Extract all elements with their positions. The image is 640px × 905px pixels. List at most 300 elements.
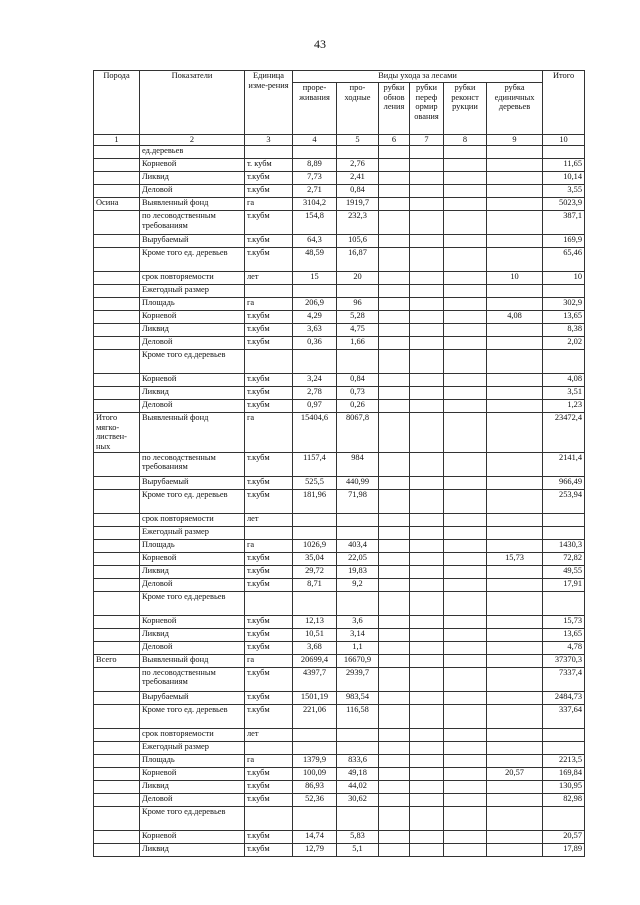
column-number: 6 — [379, 135, 410, 146]
renewal-value — [379, 248, 410, 272]
total-value: 8,38 — [543, 324, 585, 337]
reconstruction-value — [444, 311, 487, 324]
passing-value — [337, 146, 379, 159]
passing-value: 232,3 — [337, 211, 379, 235]
total-value: 82,98 — [543, 793, 585, 806]
reconstruction-value — [444, 400, 487, 413]
reform-value — [410, 324, 444, 337]
renewal-value — [379, 298, 410, 311]
table-row — [94, 272, 585, 285]
table-row — [94, 767, 585, 780]
reform-value — [410, 146, 444, 159]
passing-value: 1,1 — [337, 641, 379, 654]
reform-value — [410, 565, 444, 578]
single-trees-value — [487, 615, 543, 628]
table-row — [94, 539, 585, 552]
reconstruction-value — [444, 843, 487, 856]
indicator-cell: Ежегодный размер — [140, 526, 245, 539]
single-trees-value — [487, 667, 543, 691]
passing-value: 22,05 — [337, 552, 379, 565]
table-row — [94, 513, 585, 526]
passing-value: 5,83 — [337, 830, 379, 843]
renewal-value — [379, 337, 410, 350]
reform-value — [410, 754, 444, 767]
table-row — [94, 552, 585, 565]
passing-value: 19,83 — [337, 565, 379, 578]
table-row — [94, 159, 585, 172]
indicator-cell: Корневой — [140, 311, 245, 324]
reconstruction-value — [444, 741, 487, 754]
unit-cell: т.кубм — [245, 476, 293, 489]
reconstruction-value — [444, 211, 487, 235]
reconstruction-value — [444, 641, 487, 654]
total-value — [543, 591, 585, 615]
unit-cell: т.кубм — [245, 374, 293, 387]
table-row — [94, 754, 585, 767]
unit-cell — [245, 350, 293, 374]
thinning-value — [293, 806, 337, 830]
column-number: 4 — [293, 135, 337, 146]
indicator-cell: Ликвид — [140, 843, 245, 856]
reform-value — [410, 198, 444, 211]
renewal-value — [379, 539, 410, 552]
reform-value — [410, 667, 444, 691]
reform-value — [410, 552, 444, 565]
passing-value: 984 — [337, 452, 379, 476]
renewal-value — [379, 591, 410, 615]
table-row — [94, 641, 585, 654]
renewal-value — [379, 324, 410, 337]
unit-cell: т.кубм — [245, 691, 293, 704]
header-reform: рубки переф ормир ования — [410, 83, 444, 135]
passing-value: 16,87 — [337, 248, 379, 272]
total-value: 49,55 — [543, 565, 585, 578]
single-trees-value — [487, 159, 543, 172]
reform-value — [410, 780, 444, 793]
table-row — [94, 628, 585, 641]
table-row — [94, 615, 585, 628]
passing-value — [337, 741, 379, 754]
passing-value: 3,14 — [337, 628, 379, 641]
total-value: 387,1 — [543, 211, 585, 235]
total-value: 169,9 — [543, 235, 585, 248]
column-number: 1 — [94, 135, 140, 146]
passing-value: 96 — [337, 298, 379, 311]
reform-value — [410, 591, 444, 615]
single-trees-value — [487, 691, 543, 704]
breed-cell — [94, 641, 140, 654]
indicator-cell: Ликвид — [140, 780, 245, 793]
passing-value: 403,4 — [337, 539, 379, 552]
single-trees-value — [487, 728, 543, 741]
renewal-value — [379, 806, 410, 830]
total-value: 169,84 — [543, 767, 585, 780]
thinning-value: 86,93 — [293, 780, 337, 793]
indicator-cell: Деловой — [140, 793, 245, 806]
unit-cell: т.кубм — [245, 578, 293, 591]
reconstruction-value — [444, 452, 487, 476]
total-value: 7337,4 — [543, 667, 585, 691]
table-row — [94, 400, 585, 413]
reconstruction-value — [444, 350, 487, 374]
renewal-value — [379, 350, 410, 374]
thinning-value: 221,06 — [293, 704, 337, 728]
header-renewal: рубки обнов ления — [379, 83, 410, 135]
reconstruction-value — [444, 185, 487, 198]
indicator-cell: Кроме того ед. деревьев — [140, 489, 245, 513]
indicator-cell: Ликвид — [140, 565, 245, 578]
unit-cell: т.кубм — [245, 641, 293, 654]
table-row — [94, 780, 585, 793]
renewal-value — [379, 159, 410, 172]
total-value — [543, 146, 585, 159]
total-value: 4,08 — [543, 374, 585, 387]
breed-cell — [94, 615, 140, 628]
table-row — [94, 387, 585, 400]
column-number: 3 — [245, 135, 293, 146]
passing-value: 983,54 — [337, 691, 379, 704]
unit-cell — [245, 285, 293, 298]
total-value: 11,65 — [543, 159, 585, 172]
table-row — [94, 172, 585, 185]
unit-cell: т.кубм — [245, 311, 293, 324]
breed-cell — [94, 806, 140, 830]
reform-value — [410, 539, 444, 552]
indicator-cell: Кроме того ед.деревьев — [140, 350, 245, 374]
single-trees-value — [487, 337, 543, 350]
total-value: 253,94 — [543, 489, 585, 513]
column-number: 9 — [487, 135, 543, 146]
single-trees-value — [487, 539, 543, 552]
header-thinning: проре-живания — [293, 83, 337, 135]
total-value: 966,49 — [543, 476, 585, 489]
renewal-value — [379, 830, 410, 843]
single-trees-value: 4,08 — [487, 311, 543, 324]
thinning-value: 1379,9 — [293, 754, 337, 767]
total-value: 2141,4 — [543, 452, 585, 476]
table-row — [94, 578, 585, 591]
passing-value: 3,6 — [337, 615, 379, 628]
unit-cell: т.кубм — [245, 552, 293, 565]
thinning-value — [293, 591, 337, 615]
thinning-value: 0,97 — [293, 400, 337, 413]
reconstruction-value — [444, 667, 487, 691]
single-trees-value — [487, 793, 543, 806]
reform-value — [410, 489, 444, 513]
single-trees-value — [487, 526, 543, 539]
reconstruction-value — [444, 578, 487, 591]
thinning-value: 20699,4 — [293, 654, 337, 667]
breed-cell — [94, 741, 140, 754]
renewal-value — [379, 641, 410, 654]
passing-value — [337, 285, 379, 298]
thinning-value — [293, 285, 337, 298]
reconstruction-value — [444, 565, 487, 578]
single-trees-value — [487, 452, 543, 476]
thinning-value: 206,9 — [293, 298, 337, 311]
breed-cell — [94, 513, 140, 526]
unit-cell: га — [245, 539, 293, 552]
total-value: 17,89 — [543, 843, 585, 856]
passing-value: 44,02 — [337, 780, 379, 793]
thinning-value: 2,78 — [293, 387, 337, 400]
indicator-cell: Корневой — [140, 615, 245, 628]
breed-cell — [94, 211, 140, 235]
breed-cell — [94, 248, 140, 272]
total-value: 1430,3 — [543, 539, 585, 552]
thinning-value: 3,24 — [293, 374, 337, 387]
indicator-cell: Ежегодный размер — [140, 741, 245, 754]
thinning-value: 154,8 — [293, 211, 337, 235]
table-row — [94, 654, 585, 667]
total-value: 37370,3 — [543, 654, 585, 667]
table-row — [94, 728, 585, 741]
unit-cell: т.кубм — [245, 452, 293, 476]
passing-value: 440,99 — [337, 476, 379, 489]
thinning-value: 525,5 — [293, 476, 337, 489]
reform-value — [410, 741, 444, 754]
indicator-cell: Выявленный фонд — [140, 654, 245, 667]
indicator-cell: по лесоводственным требованиям — [140, 667, 245, 691]
reform-value — [410, 691, 444, 704]
thinning-value — [293, 526, 337, 539]
indicator-cell: Деловой — [140, 400, 245, 413]
single-trees-value — [487, 146, 543, 159]
reform-value — [410, 248, 444, 272]
reform-value — [410, 830, 444, 843]
breed-cell — [94, 767, 140, 780]
breed-cell — [94, 591, 140, 615]
table-row — [94, 476, 585, 489]
breed-cell: Осина — [94, 198, 140, 211]
renewal-value — [379, 565, 410, 578]
reconstruction-value — [444, 272, 487, 285]
thinning-value: 0,36 — [293, 337, 337, 350]
breed-cell — [94, 843, 140, 856]
reform-value — [410, 728, 444, 741]
indicator-cell: Корневой — [140, 767, 245, 780]
header-total: Итого — [543, 71, 585, 135]
unit-cell: т.кубм — [245, 628, 293, 641]
thinning-value: 4,29 — [293, 311, 337, 324]
unit-cell: т.кубм — [245, 324, 293, 337]
reconstruction-value — [444, 146, 487, 159]
table-row — [94, 413, 585, 453]
passing-value — [337, 526, 379, 539]
single-trees-value — [487, 806, 543, 830]
indicator-cell: Деловой — [140, 578, 245, 591]
table-row — [94, 324, 585, 337]
thinning-value — [293, 728, 337, 741]
passing-value — [337, 728, 379, 741]
thinning-value: 3104,2 — [293, 198, 337, 211]
single-trees-value — [487, 578, 543, 591]
indicator-cell: Вырубаемый — [140, 235, 245, 248]
renewal-value — [379, 198, 410, 211]
reconstruction-value — [444, 754, 487, 767]
single-trees-value — [487, 591, 543, 615]
table-row — [94, 235, 585, 248]
single-trees-value: 15,73 — [487, 552, 543, 565]
indicator-cell: Ликвид — [140, 172, 245, 185]
reconstruction-value — [444, 374, 487, 387]
reconstruction-value — [444, 830, 487, 843]
passing-value: 2,41 — [337, 172, 379, 185]
single-trees-value — [487, 324, 543, 337]
reform-value — [410, 272, 444, 285]
total-value — [543, 741, 585, 754]
table-row — [94, 311, 585, 324]
renewal-value — [379, 780, 410, 793]
passing-value: 1919,7 — [337, 198, 379, 211]
renewal-value — [379, 285, 410, 298]
renewal-value — [379, 704, 410, 728]
breed-cell — [94, 172, 140, 185]
reconstruction-value — [444, 628, 487, 641]
indicator-cell: Деловой — [140, 337, 245, 350]
table-row — [94, 248, 585, 272]
reconstruction-value — [444, 476, 487, 489]
reconstruction-value — [444, 159, 487, 172]
unit-cell: т.кубм — [245, 235, 293, 248]
passing-value: 833,6 — [337, 754, 379, 767]
thinning-value: 29,72 — [293, 565, 337, 578]
renewal-value — [379, 728, 410, 741]
table-row — [94, 185, 585, 198]
breed-cell — [94, 704, 140, 728]
breed-cell — [94, 489, 140, 513]
single-trees-value — [487, 489, 543, 513]
passing-value: 0,26 — [337, 400, 379, 413]
indicator-cell: Кроме того ед.деревьев — [140, 591, 245, 615]
passing-value: 116,58 — [337, 704, 379, 728]
renewal-value — [379, 374, 410, 387]
thinning-value: 15404,6 — [293, 413, 337, 453]
renewal-value — [379, 767, 410, 780]
table-row — [94, 337, 585, 350]
table-row — [94, 741, 585, 754]
thinning-value: 4397,7 — [293, 667, 337, 691]
table-row — [94, 211, 585, 235]
passing-value — [337, 591, 379, 615]
unit-cell: лет — [245, 728, 293, 741]
single-trees-value: 10 — [487, 272, 543, 285]
thinning-value: 10,51 — [293, 628, 337, 641]
unit-cell: т.кубм — [245, 767, 293, 780]
breed-cell — [94, 235, 140, 248]
single-trees-value — [487, 704, 543, 728]
breed-cell — [94, 793, 140, 806]
single-trees-value — [487, 830, 543, 843]
header-reconstruction: рубки реконст рукции — [444, 83, 487, 135]
single-trees-value — [487, 172, 543, 185]
indicator-cell: Кроме того ед. деревьев — [140, 704, 245, 728]
reform-value — [410, 211, 444, 235]
header-care-types: Виды ухода за лесами — [293, 71, 543, 83]
renewal-value — [379, 211, 410, 235]
indicator-cell: Кроме того ед. деревьев — [140, 248, 245, 272]
indicator-cell: срок повторяемости — [140, 272, 245, 285]
renewal-value — [379, 146, 410, 159]
breed-cell — [94, 667, 140, 691]
single-trees-value — [487, 387, 543, 400]
breed-cell — [94, 628, 140, 641]
passing-value: 105,6 — [337, 235, 379, 248]
unit-cell: т.кубм — [245, 780, 293, 793]
total-value: 3,51 — [543, 387, 585, 400]
reconstruction-value — [444, 552, 487, 565]
indicator-cell: по лесоводственным требованиям — [140, 452, 245, 476]
renewal-value — [379, 691, 410, 704]
passing-value: 0,84 — [337, 185, 379, 198]
breed-cell: Итого мягко-листвен-ных — [94, 413, 140, 453]
renewal-value — [379, 754, 410, 767]
renewal-value — [379, 400, 410, 413]
renewal-value — [379, 741, 410, 754]
thinning-value: 14,74 — [293, 830, 337, 843]
reconstruction-value — [444, 337, 487, 350]
reform-value — [410, 452, 444, 476]
reconstruction-value — [444, 285, 487, 298]
reconstruction-value — [444, 780, 487, 793]
renewal-value — [379, 793, 410, 806]
column-number: 8 — [444, 135, 487, 146]
reform-value — [410, 337, 444, 350]
header-breed: Порода — [94, 71, 140, 135]
reconstruction-value — [444, 198, 487, 211]
indicator-cell: Ликвид — [140, 387, 245, 400]
breed-cell — [94, 324, 140, 337]
thinning-value: 12,79 — [293, 843, 337, 856]
reconstruction-value — [444, 248, 487, 272]
table-row — [94, 667, 585, 691]
breed-cell — [94, 830, 140, 843]
reform-value — [410, 615, 444, 628]
passing-value: 9,2 — [337, 578, 379, 591]
thinning-value: 52,36 — [293, 793, 337, 806]
column-number: 5 — [337, 135, 379, 146]
indicator-cell: Корневой — [140, 830, 245, 843]
table-row — [94, 793, 585, 806]
passing-value: 16670,9 — [337, 654, 379, 667]
breed-cell — [94, 578, 140, 591]
thinning-value: 181,96 — [293, 489, 337, 513]
table-row — [94, 285, 585, 298]
unit-cell: т.кубм — [245, 387, 293, 400]
breed-cell — [94, 285, 140, 298]
table-row — [94, 843, 585, 856]
reform-value — [410, 311, 444, 324]
header-indicators: Показатели — [140, 71, 245, 135]
total-value: 2484,73 — [543, 691, 585, 704]
reform-value — [410, 806, 444, 830]
single-trees-value — [487, 843, 543, 856]
breed-cell — [94, 552, 140, 565]
indicator-cell: Ликвид — [140, 324, 245, 337]
renewal-value — [379, 552, 410, 565]
single-trees-value: 20,57 — [487, 767, 543, 780]
reconstruction-value — [444, 387, 487, 400]
single-trees-value — [487, 400, 543, 413]
thinning-value: 15 — [293, 272, 337, 285]
unit-cell: т.кубм — [245, 248, 293, 272]
renewal-value — [379, 172, 410, 185]
reform-value — [410, 185, 444, 198]
reconstruction-value — [444, 235, 487, 248]
reconstruction-value — [444, 615, 487, 628]
renewal-value — [379, 413, 410, 453]
thinning-value: 8,89 — [293, 159, 337, 172]
